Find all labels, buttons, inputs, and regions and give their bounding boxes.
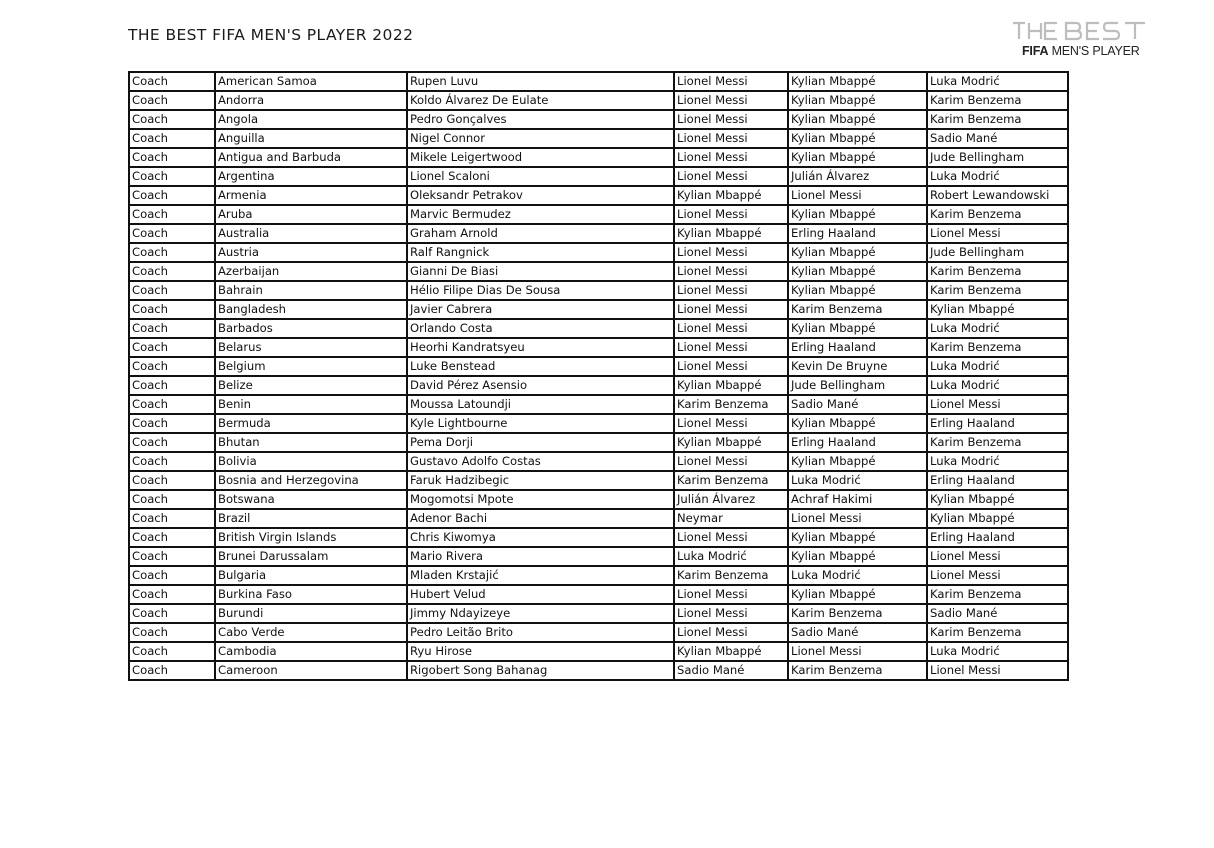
second-place-cell: Kevin De Bruyne [788,357,927,376]
voter-name-cell: Gustavo Adolfo Costas [407,452,674,471]
third-place-cell: Karim Benzema [927,433,1068,452]
the-best-wordmark-graphic [1012,21,1148,41]
table-row [129,376,1068,395]
third-place-cell: Kylian Mbappé [927,490,1068,509]
first-place-cell: Lionel Messi [674,262,788,281]
first-place-cell: Lionel Messi [674,281,788,300]
third-place-cell: Lionel Messi [927,566,1068,585]
first-place-cell: Karim Benzema [674,566,788,585]
third-place-cell: Karim Benzema [927,623,1068,642]
country-cell: Aruba [215,205,407,224]
third-place-cell: Erling Haaland [927,414,1068,433]
role-cell: Coach [129,623,215,642]
role-cell: Coach [129,642,215,661]
country-cell: Anguilla [215,129,407,148]
role-cell: Coach [129,300,215,319]
table-row [129,433,1068,452]
voter-name-cell: Rupen Luvu [407,72,674,91]
table-row [129,471,1068,490]
voter-name-cell: Heorhi Kandratsyeu [407,338,674,357]
voter-name-cell: Mogomotsi Mpote [407,490,674,509]
votes-table [128,71,1069,681]
role-cell: Coach [129,224,215,243]
second-place-cell: Kylian Mbappé [788,243,927,262]
role-cell: Coach [129,110,215,129]
voter-name-cell: Chris Kiwomya [407,528,674,547]
first-place-cell: Lionel Messi [674,91,788,110]
role-cell: Coach [129,281,215,300]
country-cell: Bosnia and Herzegovina [215,471,407,490]
second-place-cell: Erling Haaland [788,433,927,452]
role-cell: Coach [129,452,215,471]
role-cell: Coach [129,72,215,91]
table-row [129,528,1068,547]
second-place-cell: Erling Haaland [788,338,927,357]
table-row [129,395,1068,414]
second-place-cell: Karim Benzema [788,300,927,319]
voter-name-cell: Pema Dorji [407,433,674,452]
second-place-cell: Achraf Hakimi [788,490,927,509]
role-cell: Coach [129,585,215,604]
first-place-cell: Karim Benzema [674,471,788,490]
first-place-cell: Julián Álvarez [674,490,788,509]
country-cell: Antigua and Barbuda [215,148,407,167]
role-cell: Coach [129,186,215,205]
third-place-cell: Lionel Messi [927,224,1068,243]
role-cell: Coach [129,395,215,414]
country-cell: Cabo Verde [215,623,407,642]
role-cell: Coach [129,129,215,148]
table-row [129,338,1068,357]
first-place-cell: Kylian Mbappé [674,376,788,395]
table-row [129,281,1068,300]
third-place-cell: Luka Modrić [927,319,1068,338]
first-place-cell: Kylian Mbappé [674,224,788,243]
table-row [129,490,1068,509]
table-row [129,167,1068,186]
third-place-cell: Jude Bellingham [927,243,1068,262]
voter-name-cell: Gianni De Biasi [407,262,674,281]
country-cell: Andorra [215,91,407,110]
voter-name-cell: Mladen Krstajić [407,566,674,585]
first-place-cell: Lionel Messi [674,167,788,186]
role-cell: Coach [129,338,215,357]
second-place-cell: Julián Álvarez [788,167,927,186]
second-place-cell: Kylian Mbappé [788,414,927,433]
country-cell: Botswana [215,490,407,509]
table-row [129,566,1068,585]
country-cell: Burkina Faso [215,585,407,604]
role-cell: Coach [129,376,215,395]
role-cell: Coach [129,661,215,680]
role-cell: Coach [129,490,215,509]
voter-name-cell: Ryu Hirose [407,642,674,661]
table-row [129,300,1068,319]
first-place-cell: Neymar [674,509,788,528]
role-cell: Coach [129,243,215,262]
logo-fifa-text: FIFA [1022,44,1049,58]
voter-name-cell: Mario Rivera [407,547,674,566]
role-cell: Coach [129,414,215,433]
voter-name-cell: Javier Cabrera [407,300,674,319]
table-row [129,91,1068,110]
table-row [129,357,1068,376]
role-cell: Coach [129,205,215,224]
logo-subtitle [1022,44,1140,58]
third-place-cell: Sadio Mané [927,604,1068,623]
country-cell: Argentina [215,167,407,186]
table-row [129,205,1068,224]
third-place-cell: Luka Modrić [927,376,1068,395]
voter-name-cell: Nigel Connor [407,129,674,148]
table-row [129,547,1068,566]
third-place-cell: Lionel Messi [927,661,1068,680]
first-place-cell: Lionel Messi [674,205,788,224]
first-place-cell: Kylian Mbappé [674,186,788,205]
third-place-cell: Luka Modrić [927,357,1068,376]
second-place-cell: Erling Haaland [788,224,927,243]
voter-name-cell: David Pérez Asensio [407,376,674,395]
role-cell: Coach [129,547,215,566]
role-cell: Coach [129,566,215,585]
table-row [129,148,1068,167]
second-place-cell: Sadio Mané [788,395,927,414]
second-place-cell: Lionel Messi [788,186,927,205]
third-place-cell: Jude Bellingham [927,148,1068,167]
table-row [129,623,1068,642]
table-row [129,72,1068,91]
third-place-cell: Erling Haaland [927,471,1068,490]
second-place-cell: Kylian Mbappé [788,262,927,281]
country-cell: Bangladesh [215,300,407,319]
logo-mens-player-text: MEN'S PLAYER [1048,44,1140,58]
first-place-cell: Lionel Messi [674,110,788,129]
first-place-cell: Luka Modrić [674,547,788,566]
second-place-cell: Jude Bellingham [788,376,927,395]
table-row [129,452,1068,471]
second-place-cell: Kylian Mbappé [788,129,927,148]
first-place-cell: Lionel Messi [674,72,788,91]
first-place-cell: Lionel Messi [674,623,788,642]
third-place-cell: Karim Benzema [927,338,1068,357]
first-place-cell: Lionel Messi [674,452,788,471]
table-row [129,224,1068,243]
table-row [129,186,1068,205]
third-place-cell: Karim Benzema [927,91,1068,110]
third-place-cell: Kylian Mbappé [927,300,1068,319]
country-cell: Bulgaria [215,566,407,585]
second-place-cell: Kylian Mbappé [788,528,927,547]
voter-name-cell: Ralf Rangnick [407,243,674,262]
third-place-cell: Lionel Messi [927,547,1068,566]
table-row [129,604,1068,623]
voter-name-cell: Mikele Leigertwood [407,148,674,167]
table-row [129,243,1068,262]
second-place-cell: Kylian Mbappé [788,547,927,566]
table-row [129,319,1068,338]
first-place-cell: Lionel Messi [674,319,788,338]
second-place-cell: Lionel Messi [788,642,927,661]
voter-name-cell: Rigobert Song Bahanag [407,661,674,680]
role-cell: Coach [129,167,215,186]
second-place-cell: Kylian Mbappé [788,452,927,471]
second-place-cell: Kylian Mbappé [788,205,927,224]
first-place-cell: Kylian Mbappé [674,642,788,661]
third-place-cell: Sadio Mané [927,129,1068,148]
voter-name-cell: Hélio Filipe Dias De Sousa [407,281,674,300]
voter-name-cell: Graham Arnold [407,224,674,243]
voter-name-cell: Luke Benstead [407,357,674,376]
country-cell: Belgium [215,357,407,376]
country-cell: Brazil [215,509,407,528]
country-cell: British Virgin Islands [215,528,407,547]
country-cell: American Samoa [215,72,407,91]
table-row [129,129,1068,148]
third-place-cell: Karim Benzema [927,205,1068,224]
the-best-logo [1012,21,1152,61]
third-place-cell: Luka Modrić [927,72,1068,91]
country-cell: Bahrain [215,281,407,300]
first-place-cell: Lionel Messi [674,604,788,623]
second-place-cell: Kylian Mbappé [788,91,927,110]
voter-name-cell: Jimmy Ndayizeye [407,604,674,623]
first-place-cell: Lionel Messi [674,585,788,604]
voter-name-cell: Moussa Latoundji [407,395,674,414]
third-place-cell: Kylian Mbappé [927,509,1068,528]
country-cell: Barbados [215,319,407,338]
third-place-cell: Luka Modrić [927,642,1068,661]
voter-name-cell: Koldo Álvarez De Eulate [407,91,674,110]
voter-name-cell: Hubert Velud [407,585,674,604]
second-place-cell: Sadio Mané [788,623,927,642]
second-place-cell: Karim Benzema [788,661,927,680]
table-row [129,110,1068,129]
first-place-cell: Kylian Mbappé [674,433,788,452]
voter-name-cell: Lionel Scaloni [407,167,674,186]
table-row [129,661,1068,680]
first-place-cell: Lionel Messi [674,338,788,357]
country-cell: Belize [215,376,407,395]
third-place-cell: Karim Benzema [927,585,1068,604]
second-place-cell: Kylian Mbappé [788,110,927,129]
country-cell: Angola [215,110,407,129]
role-cell: Coach [129,433,215,452]
role-cell: Coach [129,148,215,167]
third-place-cell: Karim Benzema [927,281,1068,300]
country-cell: Armenia [215,186,407,205]
votes-table-body [129,72,1068,680]
third-place-cell: Lionel Messi [927,395,1068,414]
voter-name-cell: Faruk Hadzibegic [407,471,674,490]
first-place-cell: Lionel Messi [674,300,788,319]
country-cell: Belarus [215,338,407,357]
second-place-cell: Kylian Mbappé [788,319,927,338]
role-cell: Coach [129,509,215,528]
country-cell: Austria [215,243,407,262]
table-row [129,509,1068,528]
first-place-cell: Lionel Messi [674,129,788,148]
country-cell: Bermuda [215,414,407,433]
role-cell: Coach [129,319,215,338]
table-row [129,414,1068,433]
voter-name-cell: Adenor Bachi [407,509,674,528]
country-cell: Burundi [215,604,407,623]
role-cell: Coach [129,91,215,110]
third-place-cell: Robert Lewandowski [927,186,1068,205]
second-place-cell: Karim Benzema [788,604,927,623]
country-cell: Cambodia [215,642,407,661]
country-cell: Azerbaijan [215,262,407,281]
third-place-cell: Karim Benzema [927,262,1068,281]
country-cell: Australia [215,224,407,243]
first-place-cell: Karim Benzema [674,395,788,414]
role-cell: Coach [129,471,215,490]
voter-name-cell: Oleksandr Petrakov [407,186,674,205]
role-cell: Coach [129,528,215,547]
second-place-cell: Luka Modrić [788,566,927,585]
document-title: THE BEST FIFA MEN'S PLAYER 2022 [128,26,414,44]
first-place-cell: Lionel Messi [674,357,788,376]
role-cell: Coach [129,604,215,623]
second-place-cell: Kylian Mbappé [788,585,927,604]
country-cell: Cameroon [215,661,407,680]
voter-name-cell: Orlando Costa [407,319,674,338]
second-place-cell: Kylian Mbappé [788,148,927,167]
third-place-cell: Luka Modrić [927,452,1068,471]
voter-name-cell: Kyle Lightbourne [407,414,674,433]
second-place-cell: Lionel Messi [788,509,927,528]
country-cell: Bhutan [215,433,407,452]
table-row [129,262,1068,281]
voter-name-cell: Marvic Bermudez [407,205,674,224]
first-place-cell: Lionel Messi [674,528,788,547]
country-cell: Benin [215,395,407,414]
first-place-cell: Lionel Messi [674,414,788,433]
table-row [129,642,1068,661]
third-place-cell: Erling Haaland [927,528,1068,547]
role-cell: Coach [129,262,215,281]
table-row [129,585,1068,604]
country-cell: Brunei Darussalam [215,547,407,566]
voter-name-cell: Pedro Gonçalves [407,110,674,129]
role-cell: Coach [129,357,215,376]
second-place-cell: Kylian Mbappé [788,72,927,91]
third-place-cell: Luka Modrić [927,167,1068,186]
country-cell: Bolivia [215,452,407,471]
second-place-cell: Luka Modrić [788,471,927,490]
first-place-cell: Sadio Mané [674,661,788,680]
third-place-cell: Karim Benzema [927,110,1068,129]
voter-name-cell: Pedro Leitão Brito [407,623,674,642]
first-place-cell: Lionel Messi [674,243,788,262]
first-place-cell: Lionel Messi [674,148,788,167]
second-place-cell: Kylian Mbappé [788,281,927,300]
